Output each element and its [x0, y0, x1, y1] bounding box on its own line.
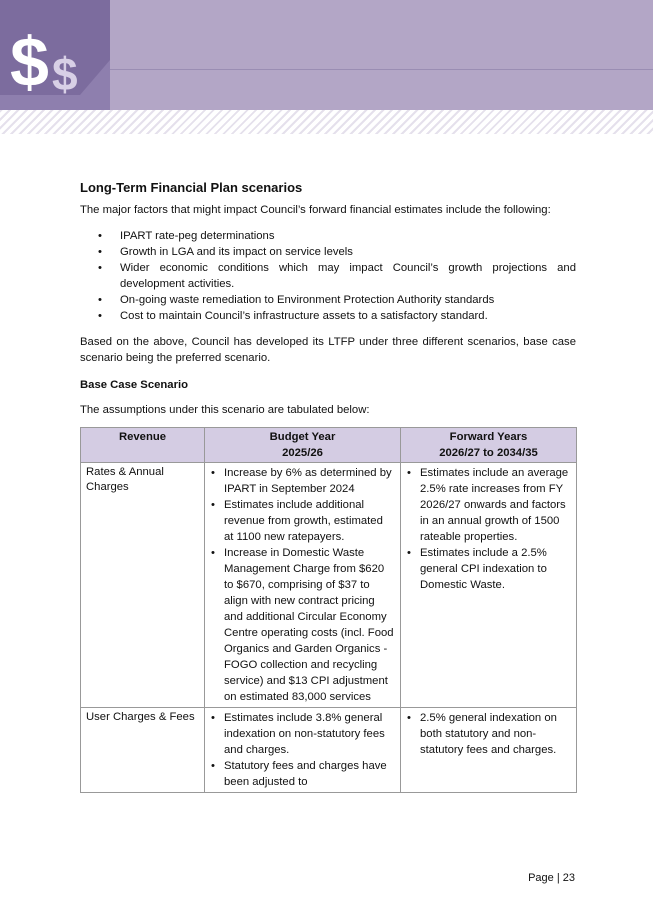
svg-text:$: $	[10, 23, 49, 101]
budget-cell	[205, 708, 401, 793]
table-row	[81, 463, 577, 708]
header-forward-years: Forward Years 2026/27 to 2034/35	[401, 428, 577, 463]
revenue-cell: Rates & Annual Charges	[81, 463, 205, 708]
list-item: • IPART rate-peg determinations	[120, 228, 576, 244]
summary-paragraph: Based on the above, Council has developed its LTFP under three different scenarios, base case scenario being the preferred scenario.	[80, 336, 576, 364]
list-item: • Increase by 6% as determined by IPART in September 2024	[224, 465, 395, 497]
assumptions-table	[80, 427, 577, 793]
table-row	[81, 708, 577, 793]
dollar-logo-icon	[0, 0, 110, 110]
page-number: Page | 23	[528, 872, 575, 884]
table-intro: The assumptions under this scenario are tabulated below:	[80, 404, 370, 416]
list-item: • Growth in LGA and its impact on service levels	[120, 244, 576, 260]
banner-divider	[110, 69, 653, 70]
header-revenue: Revenue	[81, 428, 205, 463]
svg-text:$: $	[52, 48, 78, 100]
list-item: • On-going waste remediation to Environment Protection Authority standards	[120, 292, 576, 308]
list-item: • Estimates include an average 2.5% rate increases from FY 2026/27 onwards and factors in an annual growth of 1500 rateable properties.	[420, 465, 571, 545]
list-item: • Estimates include 3.8% general indexation on non-statutory fees and charges.	[224, 710, 395, 758]
header-budget-year: Budget Year 2025/26	[205, 428, 401, 463]
banner-pattern	[0, 110, 653, 134]
forward-cell	[401, 463, 577, 708]
section-heading: Long-Term Financial Plan scenarios	[80, 180, 303, 195]
budget-cell	[205, 463, 401, 708]
revenue-cell: User Charges & Fees	[81, 708, 205, 793]
list-item: • Cost to maintain Council’s infrastructure assets to a satisfactory standard.	[120, 308, 576, 324]
subheading: Base Case Scenario	[80, 379, 189, 391]
list-item: • Estimates include additional revenue from growth, estimated at 1100 new ratepayers.	[224, 497, 395, 545]
page-content	[80, 180, 576, 793]
list-item: • Estimates include a 2.5% general CPI indexation to Domestic Waste.	[420, 545, 571, 593]
list-item: • Statutory fees and charges have been adjusted to	[224, 758, 395, 790]
intro-paragraph: The major factors that might impact Council’s forward financial estimates include the following:	[80, 204, 551, 216]
list-item: • Wider economic conditions which may impact Council’s growth projections and development activities.	[120, 260, 576, 292]
list-item: • 2.5% general indexation on both statutory and non-statutory fees and charges.	[420, 710, 571, 758]
forward-cell	[401, 708, 577, 793]
factor-list	[80, 228, 576, 324]
table-header-row	[81, 428, 577, 463]
list-item: • Increase in Domestic Waste Management Charge from $620 to $670, comprising of $37 to align with new contract pricing and additional Circular Economy Centre operating costs (incl. Food Organics and Garden Organics - FOGO collection and recycling service) and $13 CPI adjustment on estimated 83,000 services	[224, 545, 395, 705]
